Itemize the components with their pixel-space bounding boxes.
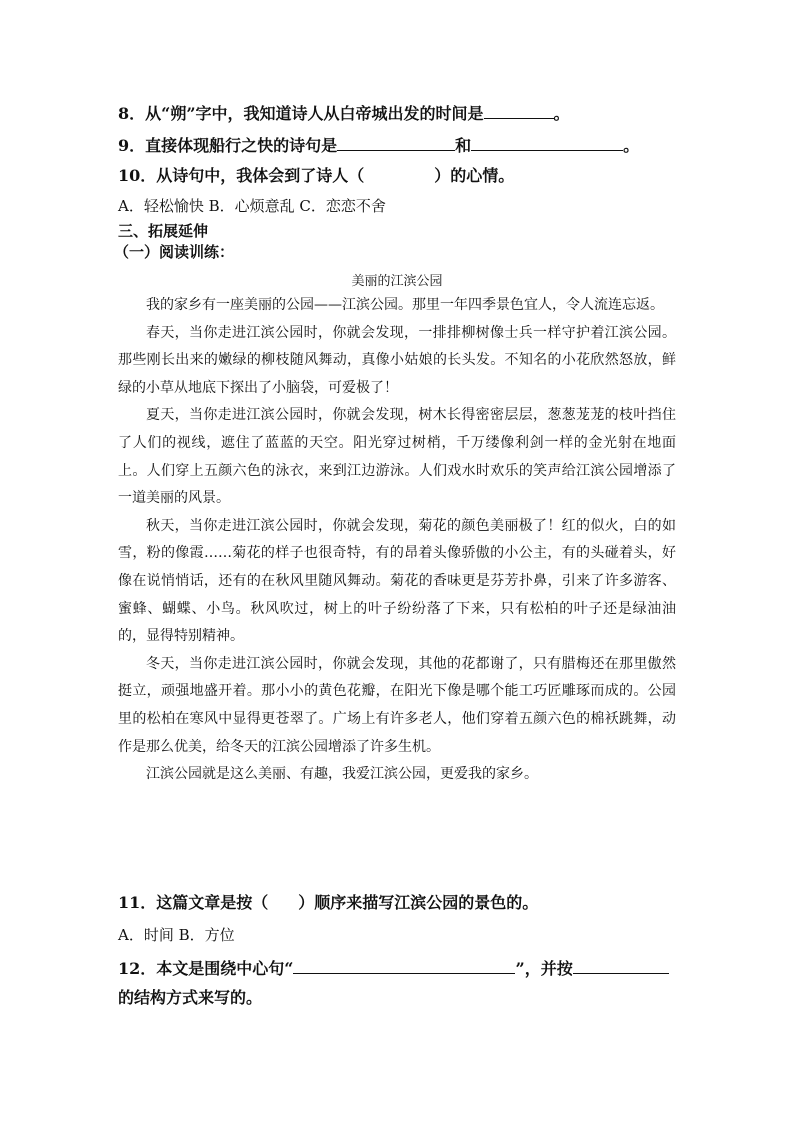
question-11: [118, 893, 538, 913]
section-subheading: （一）阅读训练：: [114, 243, 235, 261]
passage-title: 美丽的江滨公园: [351, 274, 443, 289]
answer-blank-9a[interactable]: [337, 134, 455, 151]
question-10-text: 10．从诗句中，我体会到了诗人（: [118, 166, 365, 185]
passage-paragraph: 我的家乡有一座美丽的公园——江滨公园。那里一年四季景色宜人，令人流连忘返。: [146, 297, 664, 313]
question-9: [118, 134, 639, 156]
question-9-end: 。: [623, 136, 640, 155]
question-8-text: 8．从“朔”字中，我知道诗人从白帝城出发的时间是: [118, 104, 484, 123]
question-11-end: ）顺序来描写江滨公园的景色的。: [298, 893, 539, 912]
question-8: [118, 102, 570, 124]
passage-paragraph: 春天，当你走进江滨公园时，你就会发现，一排排柳树像士兵一样守护着江滨公园。那些刚长出来的嫩绿的柳枝随风舞动，真像小姑娘的长头发。不知名的小花欣然怒放，鲜绿的小草从地底下探出了小脑袋，可爱极了！: [118, 324, 676, 396]
question-11-options: A．时间 B．方位: [118, 926, 235, 944]
question-12-mid: ”，并按: [515, 959, 573, 978]
answer-blank-12a[interactable]: [293, 957, 515, 974]
answer-blank-8[interactable]: [484, 102, 554, 119]
answer-blank-12b[interactable]: [573, 957, 669, 974]
passage-paragraph: 夏天，当你走进江滨公园时，你就会发现，树木长得密密层层，葱葱茏茏的枝叶挡住了人们的视线，遮住了蓝蓝的天空。阳光穿过树梢，千万缕像利剑一样的金光射在地面上。人们穿上五颜六色的泳衣，来到江边游泳。人们戏水时欢乐的笑声给江滨公园增添了一道美丽的风景。: [118, 407, 676, 507]
question-8-end: 。: [553, 104, 570, 123]
question-9-mid: 和: [455, 136, 472, 155]
question-11-text: 11．这篇文章是按（: [118, 893, 269, 912]
question-12-line2: 的结构方式来写的。: [118, 988, 263, 1007]
passage-paragraph: 江滨公园就是这么美丽、有趣，我爱江滨公园，更爱我的家乡。: [146, 766, 538, 783]
passage-paragraph: 冬天，当你走进江滨公园时，你就会发现，其他的花都谢了，只有腊梅还在那里傲然挺立，顽强地盛开着。那小小的黄色花瓣，在阳光下像是哪个能工巧匠雕琢而成的。公园里的松柏在寒风中显得更苍翠了。广场上有许多老人，他们穿着五颜六色的棉袄跳舞，动作是那么优美，给冬天的江滨公园增添了许多生机。: [118, 655, 676, 755]
question-12-text: 12．本文是围绕中心句“: [118, 959, 294, 978]
question-9-text: 9．直接体现船行之快的诗句是: [118, 136, 338, 155]
question-10: [118, 166, 514, 186]
question-12: [118, 957, 669, 979]
answer-blank-9b[interactable]: [471, 134, 623, 151]
passage-paragraph: 秋天，当你走进江滨公园时，你就会发现，菊花的颜色美丽极了！红的似火，白的如雪，粉的像霞……菊花的样子也很奇特，有的昂着头像骄傲的小公主，有的头碰着头，好像在说悄悄话，还有的在秋风里随风舞动。菊花的香味更是芬芳扑鼻，引来了许多游客、蜜蜂、蝴蝶、小鸟。秋风吹过，树上的叶子纷纷落了下来，只有松柏的叶子还是绿油油的，显得特别精神。: [118, 517, 676, 645]
reading-passage: [118, 292, 676, 789]
question-10-options: A．轻松愉快 B．心烦意乱 C．恋恋不舍: [118, 197, 386, 215]
question-10-end: ）的心情。: [434, 166, 515, 185]
section-heading: 三、拓展延伸: [118, 222, 209, 240]
